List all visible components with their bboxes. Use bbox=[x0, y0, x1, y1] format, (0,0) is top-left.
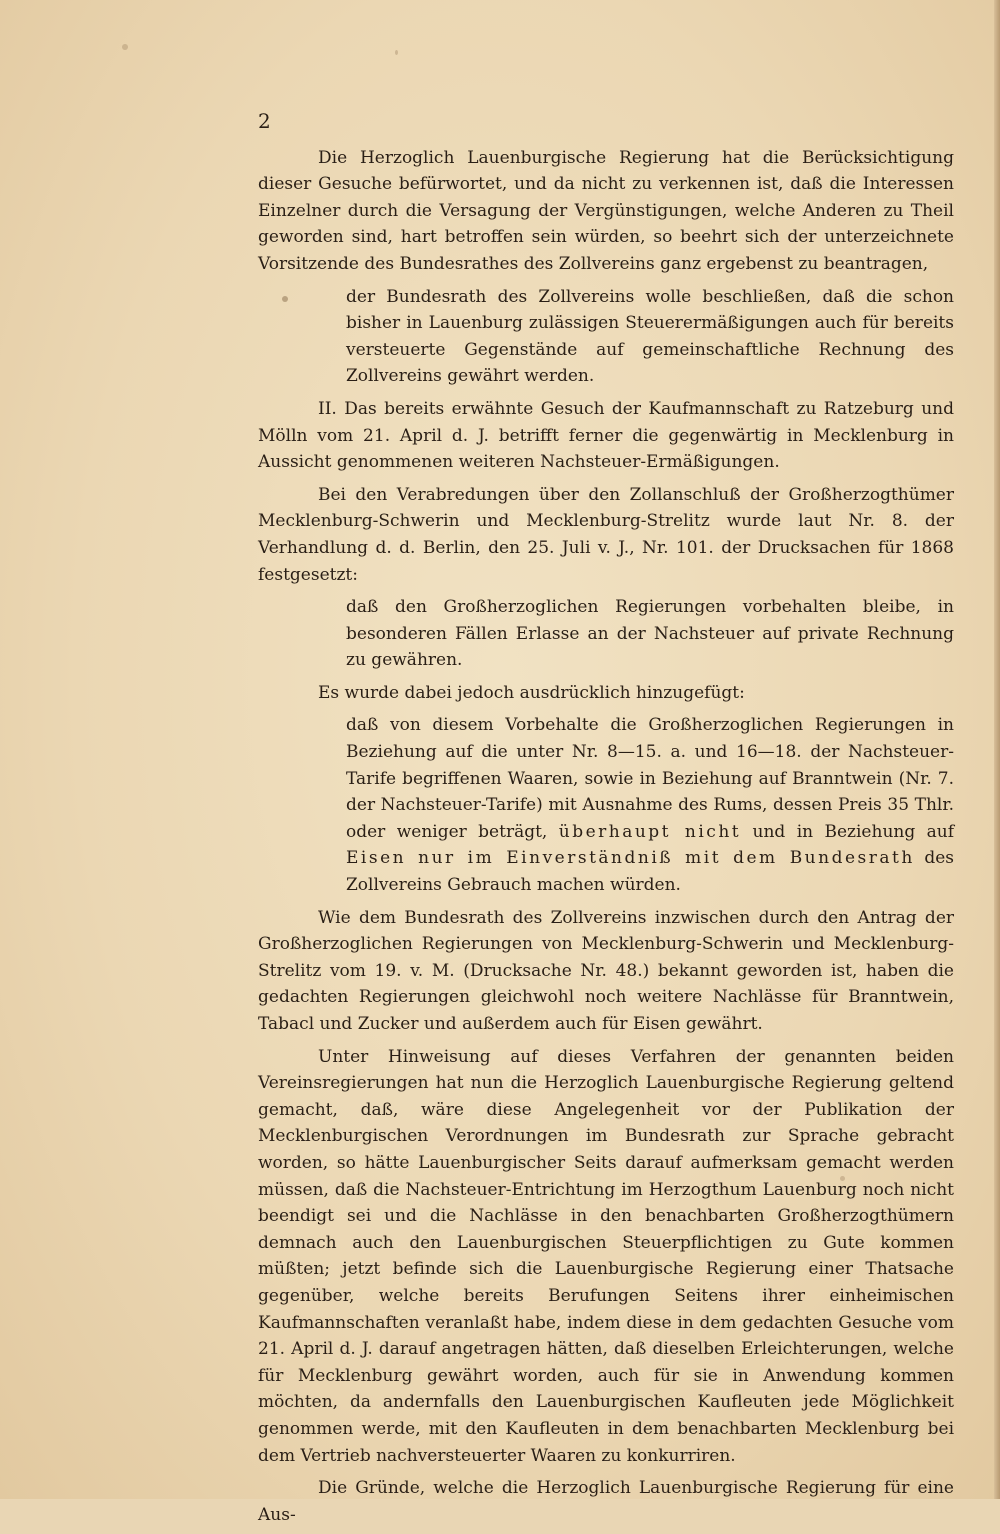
quote-text: daß von diesem Vorbehalte die Großherzoglichen Regierungen in Beziehung auf die unter Nr. 8—15. a. und 16—18. der Nachsteuer-Tarife begriffenen Waaren, sowie in Beziehung auf Branntwein (Nr. 7. der Nachsteuer-Tarife) mit Ausnahme des Rums, dessen Preis 35 Thlr. oder weniger beträgt, bbox=[346, 715, 954, 842]
paper-speck bbox=[122, 44, 128, 50]
agreement-quote-2 bbox=[346, 712, 954, 898]
quote-text: des Zollvereins Gebrauch machen würden. bbox=[346, 848, 955, 896]
paragraph: Wie dem Bundesrath des Zollvereins inzwischen durch den Antrag der Großherzoglichen Regierungen von Mecklenburg-Schwerin und Mecklenburg-Strelitz vom 19. v. M. (Drucksache Nr. 48.) bekannt geworden ist, haben die gedachten Regierungen gleichwohl noch weitere Nachlässe für Branntwein, Tabacl und Zucker und außerdem auch für Eisen gewährt. bbox=[258, 907, 954, 1034]
page-edge bbox=[994, 0, 1000, 1499]
motion-quote: der Bundesrath des Zollvereins wolle beschließen, daß die schon bisher in Lauenburg zulässigen Steuerermäßigungen auch für bereits versteuerte Gegenstände auf gemeinschaftliche Rechnung des Zollvereins gewährt werden. bbox=[346, 286, 954, 387]
paragraph: Es wurde dabei jedoch ausdrücklich hinzugefügt: bbox=[318, 682, 745, 703]
paragraph: Bei den Verabredungen über den Zollanschluß der Großherzogthümer Mecklenburg-Schwerin und Mecklenburg-Strelitz wurde laut Nr. 8. der Verhandlung d. d. Berlin, den 25. Juli v. J., Nr. 101. der Drucksachen für 1868 festgesetzt: bbox=[258, 484, 954, 585]
paragraph: Die Herzoglich Lauenburgische Regierung hat die Berücksichtigung dieser Gesuche befürwortet, und da nicht zu verkennen ist, daß die Interessen Einzelner durch die Versagung der Vergünstigungen, welche Anderen zu Theil geworden sind, hart betroffen sein würden, so beehrt sich der unterzeichnete Vorsitzende des Bundesrathes des Zollvereins ganz ergebenst zu beantragen, bbox=[258, 147, 954, 274]
emphasized-text: überhaupt nicht bbox=[558, 821, 742, 842]
quote-text: und in Beziehung auf bbox=[752, 821, 954, 842]
document-body bbox=[258, 108, 954, 1534]
emphasized-text: Eisen nur im Einverständniß mit dem Bundesrath bbox=[346, 848, 915, 869]
agreement-quote: daß den Großherzoglichen Regierungen vorbehalten bleibe, in besonderen Fällen Erlasse an der Nachsteuer auf private Rechnung zu gewähren. bbox=[346, 597, 954, 671]
page-number: 2 bbox=[258, 109, 271, 133]
paragraph: II. Das bereits erwähnte Gesuch der Kaufmannschaft zu Ratzeburg und Mölln vom 21. April d. J. betrifft ferner die gegenwärtig in Mecklenburg in Aussicht genommenen weiteren Nachsteuer-Ermäßigungen. bbox=[258, 398, 954, 473]
paragraph: Die Gründe, welche die Herzoglich Lauenburgische Regierung für eine Aus- bbox=[258, 1478, 954, 1525]
paragraph: Unter Hinweisung auf dieses Verfahren der genannten beiden Vereinsregierungen hat nun die Herzoglich Lauenburgische Regierung geltend gemacht, daß, wäre diese Angelegenheit vor der Publikation der Mecklenburgischen Verordnungen im Bundesrath zur Sprache gebracht worden, so hätte Lauenburgischer Seits darauf aufmerksam gemacht werden müssen, daß die Nachsteuer-Entrichtung im Herzogthum Lauenburg noch nicht beendigt sei und die Nachlässe in den benachbarten Großherzogthümern demnach auch den Lauenburgischen Steuerpflichtigen zu Gute kommen müßten; jetzt befinde sich die Lauenburgische Regierung einer Thatsache gegenüber, welche bereits Berufungen Seitens ihrer einheimischen Kaufmannschaften veranlaßt habe, indem diese in dem gedachten Gesuche vom 21. April d. J. darauf angetragen hätten, daß dieselben Erleichterungen, welche für Mecklenburg gewährt worden, auch für sie in Anwendung kommen möchten, da andernfalls den Lauenburgischen Kaufleuten jede Möglichkeit genommen werde, mit den Kaufleuten in dem benachbarten Mecklenburg bei dem Vertrieb nachversteuerter Waaren zu konkurriren. bbox=[258, 1046, 954, 1466]
paper-speck bbox=[395, 50, 398, 55]
